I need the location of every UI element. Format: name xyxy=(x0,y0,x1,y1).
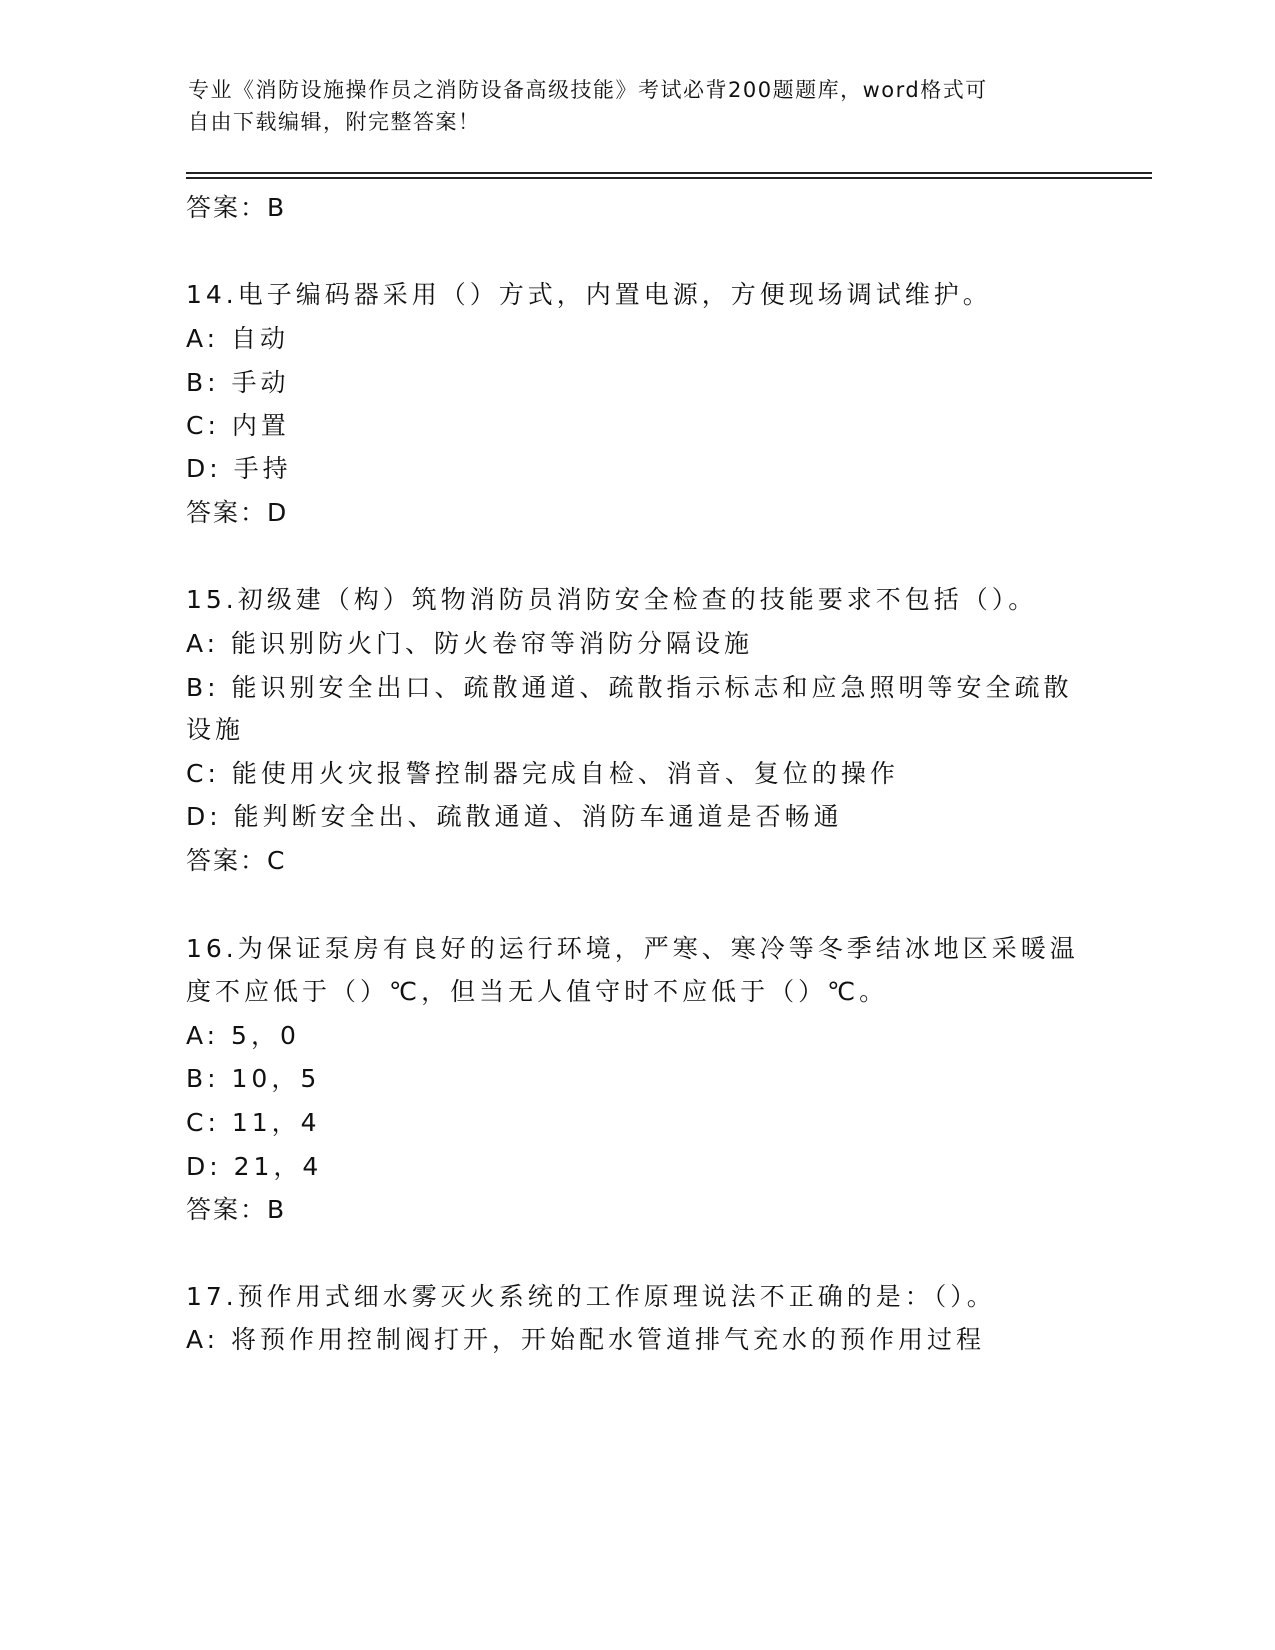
question-14-option-d: D: 手持 xyxy=(186,454,292,483)
header-title-line-1: 专业《消防设施操作员之消防设备高级技能》考试必背200题题库，word格式可 xyxy=(188,78,988,102)
question-14-answer: 答案：D xyxy=(186,498,289,527)
header-title-line-2: 自由下载编辑，附完整答案！ xyxy=(188,110,481,134)
question-16-answer: 答案：B xyxy=(186,1195,287,1224)
header-rule-top xyxy=(186,172,1152,174)
question-16-option-c: C: 11，4 xyxy=(186,1108,321,1137)
question-14-option-a: A: 自动 xyxy=(186,324,290,353)
question-16-stem-2: 度不应低于（）℃，但当无人值守时不应低于（）℃。 xyxy=(186,977,889,1006)
question-15-option-b: B: 能识别安全出口、疏散通道、疏散指示标志和应急照明等安全疏散 xyxy=(186,673,1073,702)
question-17-option-a: A: 将预作用控制阀打开，开始配水管道排气充水的预作用过程 xyxy=(186,1325,986,1354)
answer-prev: 答案：B xyxy=(186,193,287,222)
header-rule-bottom xyxy=(186,177,1152,179)
question-14-option-c: C: 内置 xyxy=(186,411,290,440)
question-17-stem: 17.预作用式细水雾灭火系统的工作原理说法不正确的是：（）。 xyxy=(186,1282,996,1311)
question-14-option-b: B: 手动 xyxy=(186,368,290,397)
question-15-option-b-cont: 设施 xyxy=(186,715,245,744)
question-15-option-c: C: 能使用火灾报警控制器完成自检、消音、复位的操作 xyxy=(186,759,899,788)
question-15-stem: 15.初级建（构）筑物消防员消防安全检查的技能要求不包括（）。 xyxy=(186,585,1038,614)
question-16-stem-1: 16.为保证泵房有良好的运行环境，严寒、寒冷等冬季结冰地区采暖温 xyxy=(186,934,1079,963)
question-15-option-d: D: 能判断安全出、疏散通道、消防车通道是否畅通 xyxy=(186,802,843,831)
question-16-option-d: D: 21，4 xyxy=(186,1152,323,1181)
question-16-option-b: B: 10，5 xyxy=(186,1064,321,1093)
question-15-option-a: A: 能识别防火门、防火卷帘等消防分隔设施 xyxy=(186,629,754,658)
question-16-option-a: A: 5，0 xyxy=(186,1021,300,1050)
question-14-stem: 14.电子编码器采用（）方式，内置电源，方便现场调试维护。 xyxy=(186,280,992,309)
question-15-answer: 答案：C xyxy=(186,846,287,875)
